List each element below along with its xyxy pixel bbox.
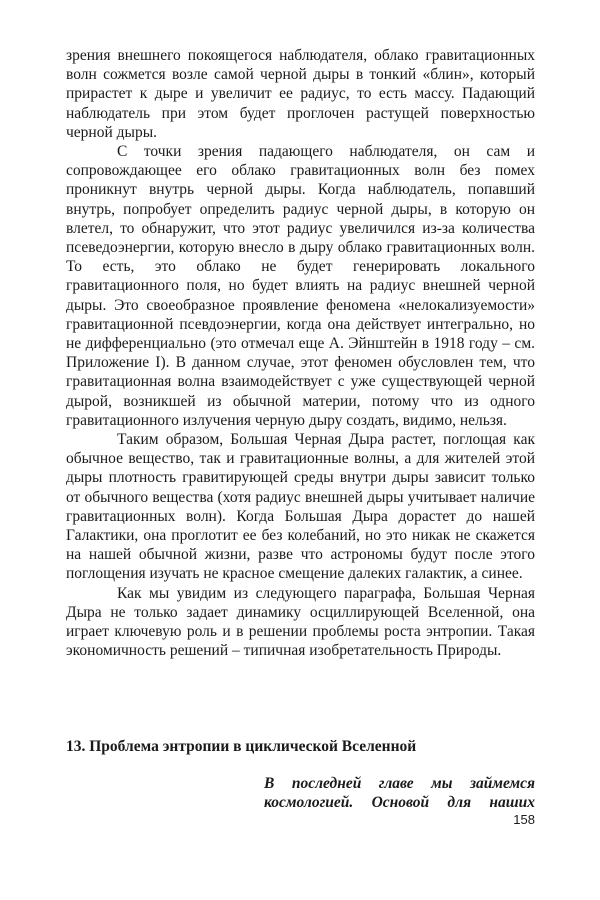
page-number: 158 <box>513 812 535 827</box>
paragraph-3: Таким образом, Большая Черная Дыра растет, поглощая как обычное вещество, так и гравитационные волны, а для жителей этой дыры плотность гравитирующей среды внутри дыры зависит только от обычного вещества (хотя радиус внешней дыры учитывает наличие гравитационных волн). Когда Большая Дыра дорастет до нашей Галактики, она проглотит ее без колебаний, но это никак не скажется на нашей обычной жизни, разве что астрономы будут после этого поглощения изучать не красное смещение далеких галактик, а синее. <box>66 431 535 583</box>
paragraph-1: зрения внешнего покоящегося наблюдателя, облако гравитационных волн сожмется возле самой черной дыры в тонкий «блин», который прирастет к дыре и увеличит ее радиус, то есть массу. Падающий наблюдатель при этом будет проглочен растущей поверхностью черной дыры. <box>66 47 535 141</box>
paragraph-4: Как мы увидим из следующего параграфа, Большая Черная Дыра не только задает динамику осциллирующей Вселенной, она играет ключевую роль и в решении проблемы роста энтропии. Такая экономичность решений – типичная изобретательность Природы. <box>66 584 535 660</box>
epigraph: В последней главе мы займемся космологией. Основой для наших <box>264 775 535 812</box>
body-text <box>66 46 535 661</box>
section-heading: 13. Проблема энтропии в циклической Вселенной <box>66 738 417 755</box>
paragraph-2: С точки зрения падающего наблюдателя, он сам и сопровождающее его облако гравитационных волн без помех проникнут внутрь черной дыры. Когда наблюдатель, попавший внутрь, попробует определить радиус черной дыры, в которую он влетел, то обнаружит, что этот радиус увеличился из-за количества псеведоэнергии, которую внесло в дыру облако гравитационных волн. То есть, это облако не будет генерировать локального гравитационного поля, но будет влиять на радиус внешней черной дыры. Это своеобразное проявление феномена «нелокализуемости» гравитационной псевдоэнергии, когда она действует интегрально, но не дифференциально (это отмечал еще А. Эйнштейн в 1918 году – см. Приложение I). В данном случае, этот феномен обусловлен тем, что гравитационная волна взаимодействует с уже существующей черной дырой, возникшей из обычной материи, потому что из одного гравитационного излучения черную дыру создать, видимо, нельзя. <box>66 143 535 429</box>
